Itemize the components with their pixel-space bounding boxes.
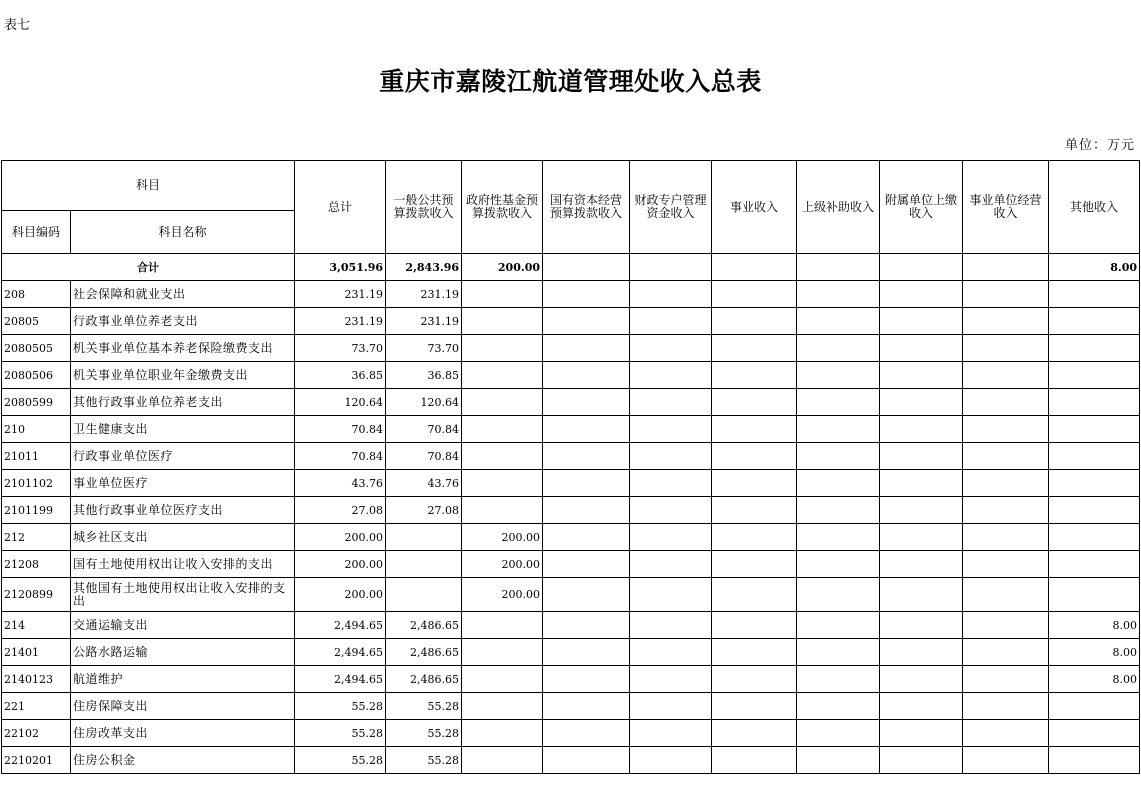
- row-value: [630, 720, 712, 747]
- row-value: 120.64: [295, 389, 386, 416]
- row-value: [712, 362, 797, 389]
- row-value: 200.00: [295, 578, 386, 612]
- row-code: 2210201: [2, 747, 71, 774]
- row-value: [630, 308, 712, 335]
- row-value: [543, 578, 630, 612]
- row-value: [963, 497, 1049, 524]
- row-value: [712, 443, 797, 470]
- row-code: 2101199: [2, 497, 71, 524]
- row-value: 200.00: [462, 578, 543, 612]
- row-value: [712, 747, 797, 774]
- table-row: [2, 524, 1140, 551]
- row-value: 231.19: [386, 308, 462, 335]
- row-value: [797, 666, 880, 693]
- row-value: 231.19: [295, 281, 386, 308]
- row-value: [880, 389, 963, 416]
- row-value: [797, 720, 880, 747]
- row-value: [797, 416, 880, 443]
- header-col-business-income: 事业收入: [712, 161, 797, 254]
- row-code: 208: [2, 281, 71, 308]
- row-value: [963, 639, 1049, 666]
- table-row: [2, 612, 1140, 639]
- row-value: [1049, 524, 1140, 551]
- row-value: [630, 389, 712, 416]
- row-value: [543, 666, 630, 693]
- total-cell: [712, 254, 797, 281]
- row-value: 200.00: [462, 551, 543, 578]
- row-code: 22102: [2, 720, 71, 747]
- row-value: 8.00: [1049, 666, 1140, 693]
- row-value: [797, 747, 880, 774]
- row-value: 231.19: [295, 308, 386, 335]
- row-code: 21401: [2, 639, 71, 666]
- row-value: [1049, 335, 1140, 362]
- row-value: [462, 443, 543, 470]
- row-value: [880, 497, 963, 524]
- row-value: [963, 416, 1049, 443]
- header-code: 科目编码: [2, 211, 71, 254]
- row-value: [712, 639, 797, 666]
- row-value: [963, 747, 1049, 774]
- header-col-affiliate-payment: 附属单位上缴收入: [880, 161, 963, 254]
- row-name: 国有土地使用权出让收入安排的支出: [71, 551, 295, 578]
- table-row: [2, 362, 1140, 389]
- row-value: [543, 362, 630, 389]
- row-name: 社会保障和就业支出: [71, 281, 295, 308]
- row-name: 航道维护: [71, 666, 295, 693]
- row-value: [963, 578, 1049, 612]
- row-value: [630, 497, 712, 524]
- row-value: [880, 578, 963, 612]
- row-value: [543, 524, 630, 551]
- row-value: [712, 551, 797, 578]
- header-col-general-budget: 一般公共预算拨款收入: [386, 161, 462, 254]
- row-value: [630, 612, 712, 639]
- header-col-total: 总计: [295, 161, 386, 254]
- row-value: 73.70: [295, 335, 386, 362]
- row-value: [712, 416, 797, 443]
- row-value: [543, 335, 630, 362]
- row-value: [543, 497, 630, 524]
- row-code: 2080505: [2, 335, 71, 362]
- table-row: [2, 720, 1140, 747]
- row-value: [712, 497, 797, 524]
- row-code: 21208: [2, 551, 71, 578]
- row-value: [630, 693, 712, 720]
- row-value: [543, 443, 630, 470]
- row-value: [963, 666, 1049, 693]
- row-value: [963, 335, 1049, 362]
- table-row: [2, 693, 1140, 720]
- row-value: [543, 470, 630, 497]
- row-value: [880, 693, 963, 720]
- table-row: [2, 443, 1140, 470]
- row-value: 55.28: [386, 693, 462, 720]
- row-value: 55.28: [295, 720, 386, 747]
- row-value: [963, 470, 1049, 497]
- row-value: [712, 578, 797, 612]
- header-col-special-account: 财政专户管理资金收入: [630, 161, 712, 254]
- row-value: [712, 470, 797, 497]
- row-value: [543, 308, 630, 335]
- row-value: [462, 612, 543, 639]
- row-value: [462, 335, 543, 362]
- row-value: [797, 612, 880, 639]
- row-value: 200.00: [462, 524, 543, 551]
- row-value: 70.84: [386, 443, 462, 470]
- row-value: [630, 639, 712, 666]
- row-value: [963, 524, 1049, 551]
- row-code: 210: [2, 416, 71, 443]
- row-value: 36.85: [386, 362, 462, 389]
- row-value: [797, 308, 880, 335]
- row-value: [386, 524, 462, 551]
- table-row: [2, 308, 1140, 335]
- row-value: [880, 720, 963, 747]
- row-value: [630, 524, 712, 551]
- row-value: [630, 747, 712, 774]
- header-subject: 科目: [2, 161, 295, 211]
- row-value: 2,486.65: [386, 612, 462, 639]
- row-value: [462, 639, 543, 666]
- row-value: [462, 693, 543, 720]
- row-value: [630, 666, 712, 693]
- row-code: 221: [2, 693, 71, 720]
- row-value: [712, 308, 797, 335]
- table-row: [2, 281, 1140, 308]
- row-value: [462, 281, 543, 308]
- row-value: [797, 470, 880, 497]
- row-value: 55.28: [295, 693, 386, 720]
- table-row: [2, 335, 1140, 362]
- row-value: [880, 747, 963, 774]
- row-value: [963, 362, 1049, 389]
- row-value: 231.19: [386, 281, 462, 308]
- row-value: [880, 416, 963, 443]
- income-summary-table: [1, 160, 1140, 774]
- table-row: [2, 416, 1140, 443]
- row-value: [462, 362, 543, 389]
- row-value: [630, 362, 712, 389]
- row-value: [963, 551, 1049, 578]
- total-cell: [797, 254, 880, 281]
- row-value: [630, 416, 712, 443]
- total-row: [2, 254, 1140, 281]
- row-value: [712, 524, 797, 551]
- row-value: [630, 578, 712, 612]
- row-value: [880, 524, 963, 551]
- row-code: 2080599: [2, 389, 71, 416]
- row-value: [543, 639, 630, 666]
- row-value: 2,486.65: [386, 639, 462, 666]
- row-value: [543, 416, 630, 443]
- row-name: 交通运输支出: [71, 612, 295, 639]
- row-value: [963, 720, 1049, 747]
- row-value: [880, 443, 963, 470]
- row-value: 70.84: [386, 416, 462, 443]
- row-value: [462, 416, 543, 443]
- row-value: 120.64: [386, 389, 462, 416]
- row-value: [462, 720, 543, 747]
- row-value: [712, 281, 797, 308]
- row-value: [712, 666, 797, 693]
- row-value: [543, 612, 630, 639]
- row-value: [880, 470, 963, 497]
- row-value: [963, 308, 1049, 335]
- row-value: [543, 693, 630, 720]
- row-value: 43.76: [386, 470, 462, 497]
- row-value: [1049, 470, 1140, 497]
- row-value: [462, 389, 543, 416]
- row-value: [880, 639, 963, 666]
- row-value: [712, 720, 797, 747]
- row-name: 住房改革支出: [71, 720, 295, 747]
- row-value: [797, 524, 880, 551]
- table-row: [2, 747, 1140, 774]
- row-value: 2,486.65: [386, 666, 462, 693]
- row-value: 55.28: [386, 720, 462, 747]
- row-value: [880, 612, 963, 639]
- table-row: [2, 470, 1140, 497]
- row-value: [797, 389, 880, 416]
- row-value: [630, 281, 712, 308]
- row-value: 36.85: [295, 362, 386, 389]
- row-value: [543, 551, 630, 578]
- table-number: 表七: [4, 18, 31, 33]
- row-value: [797, 335, 880, 362]
- row-name: 其他国有土地使用权出让收入安排的支出: [71, 578, 295, 612]
- row-code: 2140123: [2, 666, 71, 693]
- row-value: [543, 281, 630, 308]
- row-value: 73.70: [386, 335, 462, 362]
- row-code: 21011: [2, 443, 71, 470]
- row-value: [880, 335, 963, 362]
- row-value: [797, 362, 880, 389]
- row-value: [1049, 308, 1140, 335]
- row-code: 212: [2, 524, 71, 551]
- row-value: [1049, 747, 1140, 774]
- page-title: 重庆市嘉陵江航道管理处收入总表: [379, 67, 762, 96]
- row-value: [386, 578, 462, 612]
- row-value: 8.00: [1049, 639, 1140, 666]
- row-value: [797, 551, 880, 578]
- row-value: 70.84: [295, 443, 386, 470]
- table-row: [2, 551, 1140, 578]
- row-value: 55.28: [386, 747, 462, 774]
- row-value: [963, 693, 1049, 720]
- row-value: [462, 666, 543, 693]
- table-row: [2, 639, 1140, 666]
- row-value: 200.00: [295, 524, 386, 551]
- row-value: [1049, 416, 1140, 443]
- table-row: [2, 389, 1140, 416]
- row-value: [543, 747, 630, 774]
- row-value: [963, 443, 1049, 470]
- total-cell: [880, 254, 963, 281]
- row-code: 214: [2, 612, 71, 639]
- row-name: 其他行政事业单位养老支出: [71, 389, 295, 416]
- row-value: [963, 281, 1049, 308]
- row-value: 2,494.65: [295, 666, 386, 693]
- row-value: [386, 551, 462, 578]
- row-value: [1049, 497, 1140, 524]
- header-col-superior-subsidy: 上级补助收入: [797, 161, 880, 254]
- row-value: [630, 551, 712, 578]
- row-value: [1049, 389, 1140, 416]
- total-cell: [543, 254, 630, 281]
- row-value: 2,494.65: [295, 639, 386, 666]
- row-name: 其他行政事业单位医疗支出: [71, 497, 295, 524]
- row-name: 公路水路运输: [71, 639, 295, 666]
- total-cell: [963, 254, 1049, 281]
- row-value: [1049, 551, 1140, 578]
- row-value: 55.28: [295, 747, 386, 774]
- row-value: [1049, 281, 1140, 308]
- row-value: [797, 578, 880, 612]
- row-value: [880, 551, 963, 578]
- row-code: 2080506: [2, 362, 71, 389]
- row-value: [462, 308, 543, 335]
- row-value: [963, 612, 1049, 639]
- row-value: [797, 281, 880, 308]
- table-row: [2, 666, 1140, 693]
- row-value: [880, 308, 963, 335]
- row-name: 机关事业单位职业年金缴费支出: [71, 362, 295, 389]
- row-value: [880, 666, 963, 693]
- row-value: [797, 639, 880, 666]
- total-cell: 200.00: [462, 254, 543, 281]
- row-value: [1049, 443, 1140, 470]
- row-value: 8.00: [1049, 612, 1140, 639]
- header-col-gov-fund: 政府性基金预算拨款收入: [462, 161, 543, 254]
- row-value: [1049, 578, 1140, 612]
- row-value: [1049, 720, 1140, 747]
- total-cell: 2,843.96: [386, 254, 462, 281]
- row-value: [462, 747, 543, 774]
- row-name: 卫生健康支出: [71, 416, 295, 443]
- header-col-other-income: 其他收入: [1049, 161, 1140, 254]
- unit-label: 单位：万元: [1064, 138, 1135, 153]
- row-value: [630, 443, 712, 470]
- row-value: 43.76: [295, 470, 386, 497]
- row-value: [797, 497, 880, 524]
- row-value: 200.00: [295, 551, 386, 578]
- row-code: 20805: [2, 308, 71, 335]
- row-value: [630, 335, 712, 362]
- row-value: 27.08: [295, 497, 386, 524]
- row-value: [543, 389, 630, 416]
- header-name: 科目名称: [71, 211, 295, 254]
- row-value: [712, 693, 797, 720]
- row-value: [797, 443, 880, 470]
- row-value: 27.08: [386, 497, 462, 524]
- total-cell: 8.00: [1049, 254, 1140, 281]
- row-value: 2,494.65: [295, 612, 386, 639]
- row-value: [712, 335, 797, 362]
- row-name: 住房公积金: [71, 747, 295, 774]
- row-value: [543, 720, 630, 747]
- row-code: 2120899: [2, 578, 71, 612]
- row-name: 行政事业单位养老支出: [71, 308, 295, 335]
- row-value: [630, 470, 712, 497]
- row-value: [797, 693, 880, 720]
- total-label: 合计: [2, 254, 295, 281]
- row-value: [462, 497, 543, 524]
- row-name: 城乡社区支出: [71, 524, 295, 551]
- row-value: [712, 612, 797, 639]
- row-value: [712, 389, 797, 416]
- row-value: [1049, 362, 1140, 389]
- table-row: [2, 497, 1140, 524]
- row-value: [880, 281, 963, 308]
- row-name: 机关事业单位基本养老保险缴费支出: [71, 335, 295, 362]
- total-cell: [630, 254, 712, 281]
- header-col-state-capital: 国有资本经营预算拨款收入: [543, 161, 630, 254]
- row-name: 住房保障支出: [71, 693, 295, 720]
- row-code: 2101102: [2, 470, 71, 497]
- row-value: [963, 389, 1049, 416]
- header-col-operating-income: 事业单位经营收入: [963, 161, 1049, 254]
- row-name: 行政事业单位医疗: [71, 443, 295, 470]
- table-row: [2, 578, 1140, 612]
- row-value: [880, 362, 963, 389]
- total-cell: 3,051.96: [295, 254, 386, 281]
- row-name: 事业单位医疗: [71, 470, 295, 497]
- row-value: [1049, 693, 1140, 720]
- row-value: [462, 470, 543, 497]
- row-value: 70.84: [295, 416, 386, 443]
